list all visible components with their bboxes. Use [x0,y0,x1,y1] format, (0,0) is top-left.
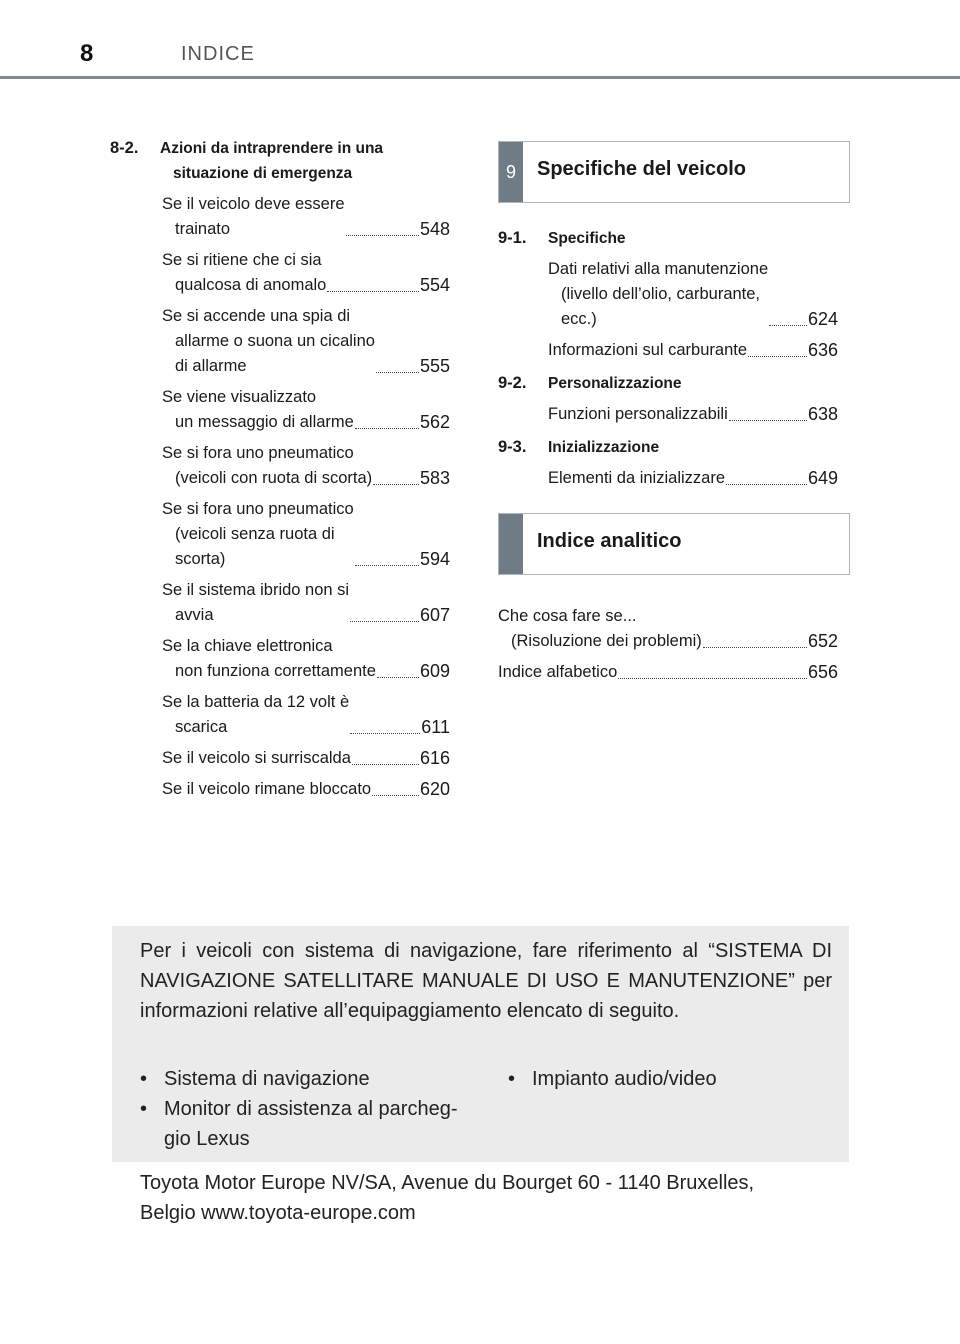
right-column-sections [498,226,838,497]
list-item [140,1064,480,1094]
toc-entry[interactable] [162,497,450,572]
section-9-1 [498,226,838,251]
toc-entry[interactable] [162,746,450,771]
entry-page: 583 [419,468,450,488]
chapter-tab [499,514,523,574]
toc-entry[interactable] [548,466,838,491]
leader-dots [618,678,807,679]
entry-page: 554 [419,275,450,295]
entry-text-cont: avvia [175,606,214,624]
leader-dots [373,484,419,485]
navigation-note [112,926,849,1162]
note-paragraph: Per i veicoli con sistema di navigazione, fare riferimento al “SISTEMA DI NAVIGAZIONE SATELLITARE MANUALE DI USO E MANUTENZIONE” per informazioni relative all’equipaggiamento elencato di seguito. [140,940,832,1022]
entry-page: 649 [807,468,838,488]
leader-dots [769,325,807,326]
entry-text-cont: qualcosa di anomalo [175,276,327,294]
bullet-text-cont: gio Lexus [164,1128,250,1150]
leader-dots [726,484,807,485]
entry-text-cont: trainato [175,220,231,238]
section-title-cont: situazione di emergenza [173,165,353,182]
list-item [140,1094,480,1154]
publisher-footer [140,1168,840,1228]
bullet-text: Sistema di navigazione [164,1068,370,1090]
leader-dots [703,647,807,648]
toc-entry[interactable] [162,192,450,242]
leader-dots [729,420,807,421]
section-code: 9-3. [498,438,527,456]
leader-dots [355,428,419,429]
entry-list [110,192,450,802]
entry-text-cont: scarica [175,718,228,736]
entry-text-cont: scorta) [175,550,226,568]
bullet-text: Impianto audio/video [532,1068,717,1090]
section-title: Personalizzazione [548,375,682,392]
entry-page: 607 [419,605,450,625]
entry-page: 620 [419,779,450,799]
entry-page: 624 [807,309,838,329]
entry-page: 611 [421,717,450,737]
entry-page: 555 [419,356,450,376]
entry-text-cont: ecc.) [561,310,597,328]
leader-dots [372,795,419,796]
entry-text-cont: (veicoli senza ruota di [175,525,335,543]
bullet-icon: • [140,1098,148,1120]
entry-text: Se si fora uno pneumatico [162,500,354,518]
entry-text: Che cosa fare se... [498,607,637,625]
entry-text: Funzioni personalizzabili [548,405,728,423]
leader-dots [350,621,419,622]
entry-page: 638 [807,404,838,424]
entry-text-cont: non funziona correttamente [175,662,376,680]
toc-entry[interactable] [162,304,450,379]
entry-text-cont: un messaggio di allarme [175,413,354,431]
entry-page: 594 [419,549,450,569]
entry-text: Se si ritiene che ci sia [162,251,322,269]
chapter-title: Indice analitico [537,530,682,552]
chapter-box-specifiche[interactable] [498,141,850,203]
toc-entry[interactable] [548,257,838,332]
chapter-title: Specifiche del veicolo [537,158,746,180]
entry-text-cont: (Risoluzione dei problemi) [511,632,702,650]
entry-text-cont: di allarme [175,357,247,375]
entry-text: Se la chiave elettronica [162,637,333,655]
section-code: 9-2. [498,374,527,392]
section-title: Specifiche [548,230,626,247]
leader-dots [352,764,419,765]
left-column [110,136,450,808]
leader-dots [376,372,419,373]
toc-entry[interactable] [548,402,838,427]
toc-entry[interactable] [162,777,450,802]
toc-entry[interactable] [498,604,838,654]
entry-text: Elementi da inizializzare [548,469,725,487]
toc-entry[interactable] [498,660,838,685]
chapter-box-indice[interactable] [498,513,850,575]
toc-entry[interactable] [162,578,450,628]
bullet-icon: • [508,1068,516,1090]
entry-page: 636 [807,340,838,360]
entry-page: 609 [419,661,450,681]
entry-text: Se si accende una spia di [162,307,351,325]
leader-dots [377,677,419,678]
chapter-tab: 9 [499,142,523,202]
entry-text-cont: allarme o suona un cicalino [175,332,375,350]
toc-entry[interactable] [548,338,838,363]
entry-text: Se viene visualizzato [162,388,317,406]
entry-text: Informazioni sul carburante [548,341,748,359]
entry-text: Indice alfabetico [498,663,618,681]
leader-dots [748,356,807,357]
leader-dots [346,235,419,236]
publisher-website[interactable]: Belgio www.toyota-europe.com [140,1202,416,1224]
toc-entry[interactable] [162,248,450,298]
entry-text: Se il sistema ibrido non si [162,581,350,599]
entry-page: 562 [419,412,450,432]
entry-page: 548 [419,219,450,239]
entry-page: 656 [807,662,838,682]
page-number: 8 [80,40,94,67]
entry-text: Se il veicolo rimane bloccato [162,780,372,798]
bullet-text: Monitor di assistenza al parcheg- [164,1098,458,1120]
section-code: 9-1. [498,229,527,247]
toc-entry[interactable] [162,441,450,491]
leader-dots [327,291,419,292]
section-8-2 [110,136,450,186]
entry-text: Se il veicolo si surriscalda [162,749,351,767]
bullet-list-right [508,1064,828,1094]
entry-text: Se la batteria da 12 volt è [162,693,350,711]
section-9-2 [498,371,838,396]
bullet-list-left [140,1064,480,1154]
section-title: Azioni da intraprendere in una [160,140,384,157]
publisher-address: Toyota Motor Europe NV/SA, Avenue du Bourget 60 - 1140 Bruxelles, [140,1172,755,1194]
bullet-icon: • [140,1068,148,1090]
page-title: INDICE [181,43,255,65]
header-rule [0,76,960,79]
list-item [508,1064,828,1094]
toc-entry[interactable] [162,634,450,684]
entry-text-cont: (veicoli con ruota di scorta) [175,469,373,487]
section-9-3 [498,435,838,460]
index-entries [498,598,838,691]
entry-text: Se si fora uno pneumatico [162,444,354,462]
section-code: 8-2. [110,139,139,157]
entry-page: 652 [807,631,838,651]
toc-entry[interactable] [162,690,450,740]
leader-dots [355,565,419,566]
entry-page: 616 [419,748,450,768]
leader-dots [350,733,420,734]
page-header [0,0,960,78]
entry-text: Dati relativi alla manutenzione [548,260,769,278]
section-title: Inizializzazione [548,439,660,456]
entry-text-cont: (livello dell’olio, carburante, [561,285,761,303]
entry-text: Se il veicolo deve essere [162,195,345,213]
toc-entry[interactable] [162,385,450,435]
